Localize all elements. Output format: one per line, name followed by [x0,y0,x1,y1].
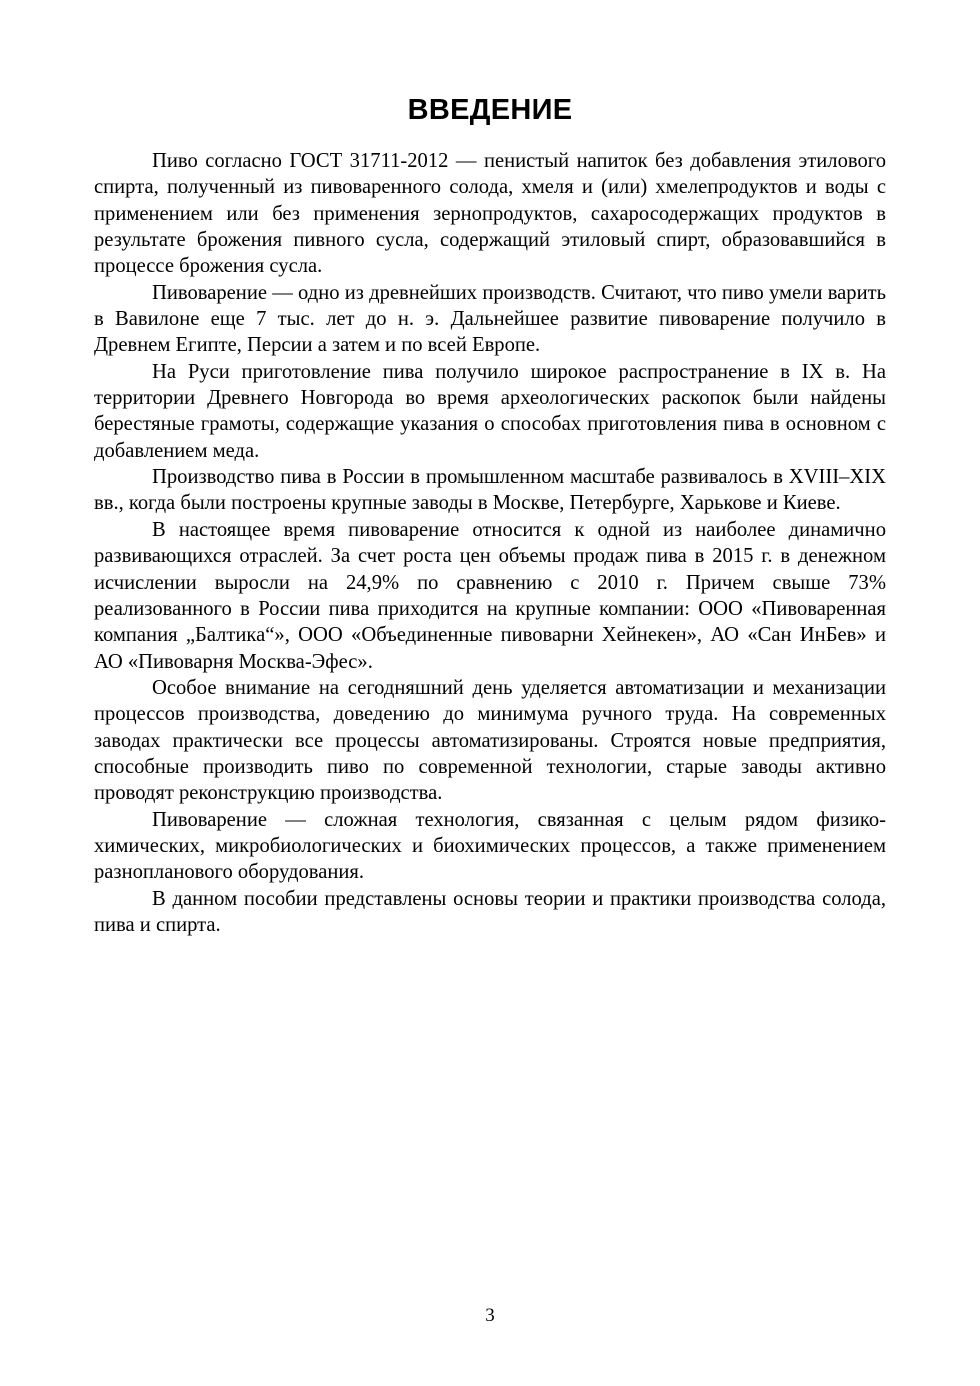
page-number: 3 [485,1305,495,1326]
paragraph-beer-definition: Пиво согласно ГОСТ 31711-2012 — пенистый напиток без добавления этилового спирта, полученный из пивоваренного солода, хмеля и (или) хмелепродуктов и воды с применением или без применения зернопродуктов, сахаросодержащих продуктов в результате брожения пивного сусла, содержащий этиловый спирт, образовавшийся в процессе брожения сусла. [94,150,886,278]
paragraph-brewing-history: Пивоварение — одно из древнейших производств. Считают, что пиво умели варить в Вавилоне еще 7 тыс. лет до н. э. Дальнейшее развитие пивоварение получило в Древнем Египте, Персии а затем и по всей Европе. [94,281,886,357]
paragraph-technology: Пивоварение — сложная технология, связанная с целым рядом физико-химических, микробиологических и биохимических процессов, а также применением разнопланового оборудования. [94,808,886,884]
paragraph-brewing-in-rus: На Руси приготовление пива получило широкое распространение в IX в. На территории Древнего Новгорода во время археологических раскопок были найдены берестяные грамоты, содержащие указания о способах приготовления пива в основном с добавлением меда. [94,360,886,462]
page-title: ВВЕДЕНИЕ [407,94,573,126]
paragraph-automation: Особое внимание на сегодняшний день уделяется автоматизации и механизации процессов производства, доведению до минимума ручного труда. На современных заводах практически все процессы автоматизированы. Строятся новые предприятия, способные производить пиво по современной технологии, старые заводы активно проводят реконструкцию производства. [94,676,886,805]
document-page [94,0,886,1386]
introduction-text [94,148,886,938]
paragraph-modern-market: В настоящее время пивоварение относится к одной из наиболее динамично развивающихся отраслей. За счет роста цен объемы продаж пива в 2015 г. в денежном исчислении выросли на 24,9% по сравнению с 2010 г. Причем свыше 73% реализованного в России пива приходится на крупные компании: ООО «Пивоваренная компания „Балтика“», ООО «Объединенные пивоварни Хейнекен», АО «Сан ИнБев» и АО «Пивоварня Москва-Эфес». [94,518,886,673]
paragraph-industrial-production: Производство пива в России в промышленном масштабе развивалось в XVIII–XIX вв., когда были построены крупные заводы в Москве, Петербурге, Харькове и Киеве. [94,466,886,515]
paragraph-manual-scope: В данном пособии представлены основы теории и практики производства солода, пива и спирта. [94,887,886,936]
